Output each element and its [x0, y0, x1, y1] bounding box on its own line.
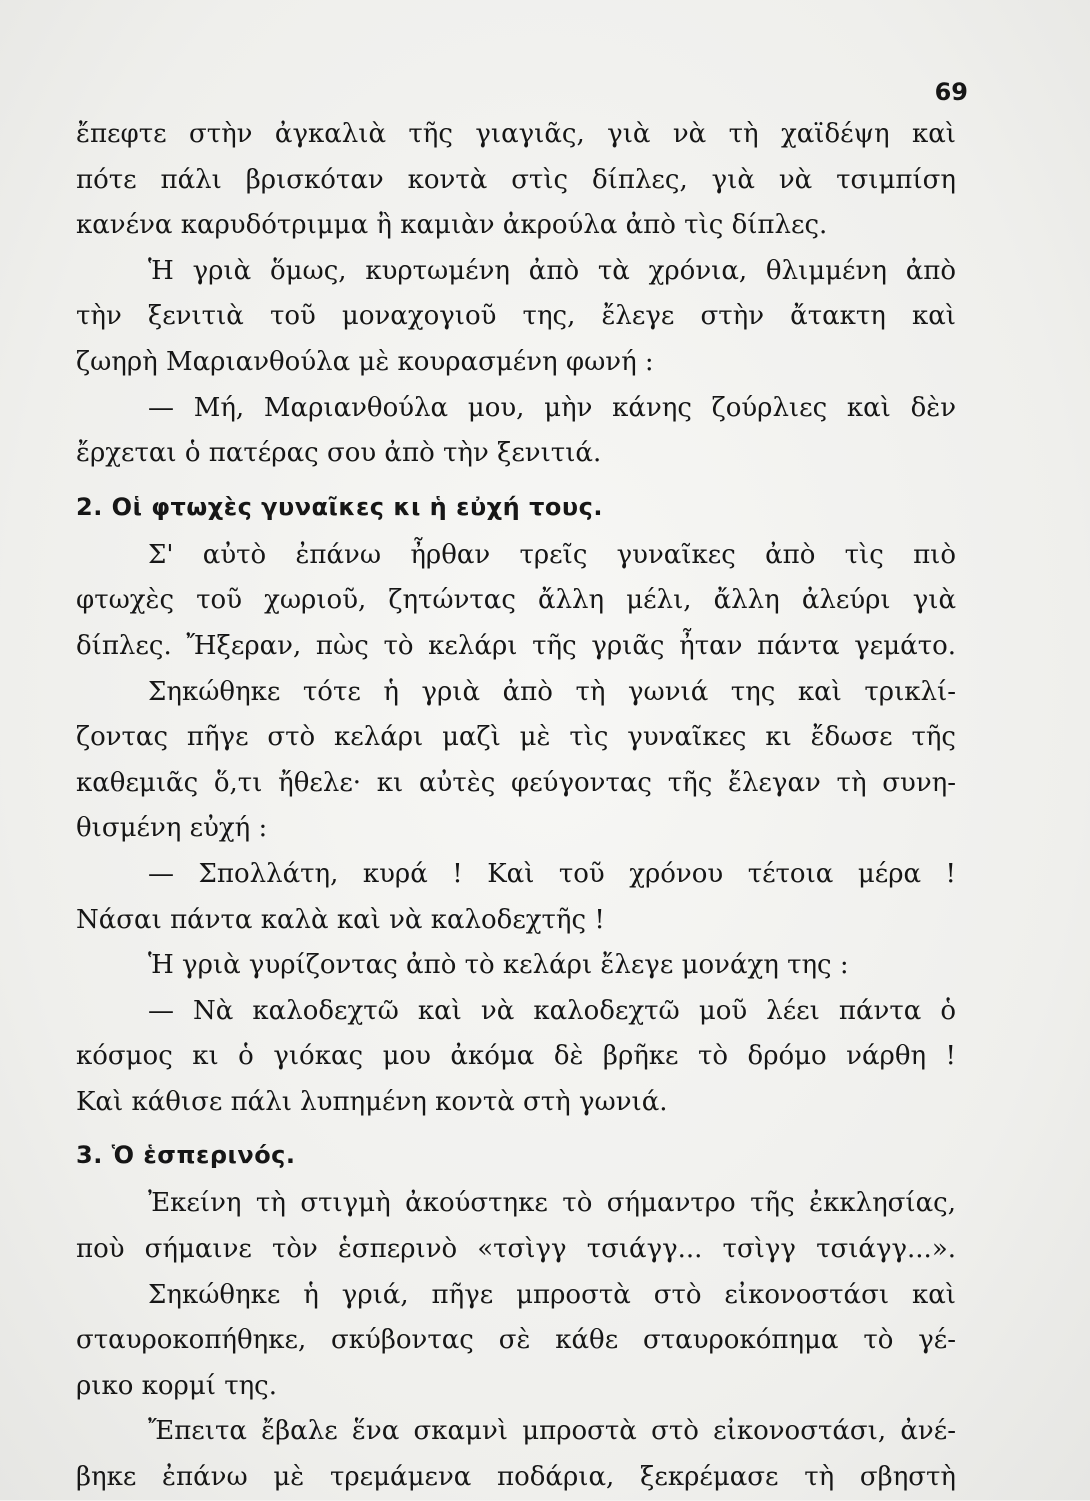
text-line: — Μή, Μαριανθούλα μου, μὴν κάνης ζούρλιες καὶ δὲν [148, 392, 956, 423]
section-heading-3: 3. Ὁ ἑσπερινός. [76, 1141, 296, 1170]
text-line: κόσμος κι ὁ γιόκας μου ἀκόμα δὲ βρῆκε τὸ δρόμο νάρθη ! [76, 1041, 956, 1072]
text-line: τὴν ξενιτιὰ τοῦ μοναχογιοῦ της, ἔλεγε στὴν ἄτακτη καὶ [76, 301, 956, 332]
text-line: ἔρχεται ὁ πατέρας σου ἀπὸ τὴν ξενιτιά. [76, 438, 602, 469]
text-line: ἔπεφτε στὴν ἀγκαλιὰ τῆς γιαγιᾶς, γιὰ νὰ τὴ χαϊδέψη καὶ [76, 119, 956, 149]
text-line: κανένα καρυδότριμμα ἢ καμιὰν ἀκρούλα ἀπὸ τὶς δίπλες. [76, 210, 828, 241]
text-line: Σ' αὐτὸ ἐπάνω ἦρθαν τρεῖς γυναῖκες ἀπὸ τὶς πιὸ [148, 539, 956, 570]
text-line: πότε πάλι βρισκόταν κοντὰ στὶς δίπλες, γιὰ νὰ τσιμπίση [76, 164, 956, 195]
page-text [76, 112, 956, 1501]
text-line: δίπλες. Ἤξεραν, πὼς τὸ κελάρι τῆς γριᾶς ἦταν πάντα γεμάτο. [76, 630, 956, 661]
text-line: φτωχὲς τοῦ χωριοῦ, ζητώντας ἄλλη μέλι, ἄλλη ἀλεύρι γιὰ [76, 585, 956, 616]
text-line: ρικο κορμί της. [76, 1370, 277, 1401]
page-number: 69 [934, 78, 968, 106]
text-line: ζωηρὴ Μαριανθούλα μὲ κουρασμένη φωνή : [76, 346, 654, 377]
text-line: Ἐκείνη τὴ στιγμὴ ἀκούστηκε τὸ σήμαντρο τῆς ἐκκλησίας, [148, 1188, 956, 1219]
text-line: — Νὰ καλοδεχτῶ καὶ νὰ καλοδεχτῶ μοῦ λέει πάντα ὁ [148, 995, 956, 1026]
text-line: Ἡ γριὰ ὅμως, κυρτωμένη ἀπὸ τὰ χρόνια, θλιμμένη ἀπὸ [148, 255, 956, 286]
text-line: Καὶ κάθισε πάλι λυπημένη κοντὰ στὴ γωνιά. [76, 1086, 668, 1117]
text-line: — Σπολλάτη, κυρά ! Καὶ τοῦ χρόνου τέτοια μέρα ! [148, 858, 956, 889]
text-line: Νάσαι πάντα καλὰ καὶ νὰ καλοδεχτῆς ! [76, 904, 605, 935]
text-line: βηκε ἐπάνω μὲ τρεμάμενα ποδάρια, ξεκρέμασε τὴ σβηστὴ [76, 1462, 956, 1493]
text-line: σταυροκοπήθηκε, σκύβοντας σὲ κάθε σταυροκόπημα τὸ γέ- [76, 1325, 956, 1356]
text-line: Σηκώθηκε ἡ γριά, πῆγε μπροστὰ στὸ εἰκονοστάσι καὶ [148, 1279, 956, 1310]
text-line: ποὺ σήμαινε τὸν ἑσπερινὸ «τσὶγγ τσιάγγ... τσὶγγ τσιάγγ...». [76, 1234, 956, 1265]
section-heading-2: 2. Οἱ φτωχὲς γυναῖκες κι ἡ εὐχή τους. [76, 492, 603, 521]
text-line: Ἔπειτα ἔβαλε ἕνα σκαμνὶ μπροστὰ στὸ εἰκονοστάσι, ἀνέ- [148, 1416, 956, 1447]
text-line: καθεμιᾶς ὅ,τι ἤθελε· κι αὐτὲς φεύγοντας τῆς ἔλεγαν τὴ συνη- [76, 767, 956, 798]
text-line: Ἡ γριὰ γυρίζοντας ἀπὸ τὸ κελάρι ἔλεγε μονάχη της : [148, 950, 849, 981]
text-line: Σηκώθηκε τότε ἡ γριὰ ἀπὸ τὴ γωνιά της καὶ τρικλί- [148, 676, 956, 707]
text-line: ζοντας πῆγε στὸ κελάρι μαζὶ μὲ τὶς γυναῖκες κι ἔδωσε τῆς [76, 722, 956, 753]
text-line: θισμένη εὐχή : [76, 813, 268, 844]
